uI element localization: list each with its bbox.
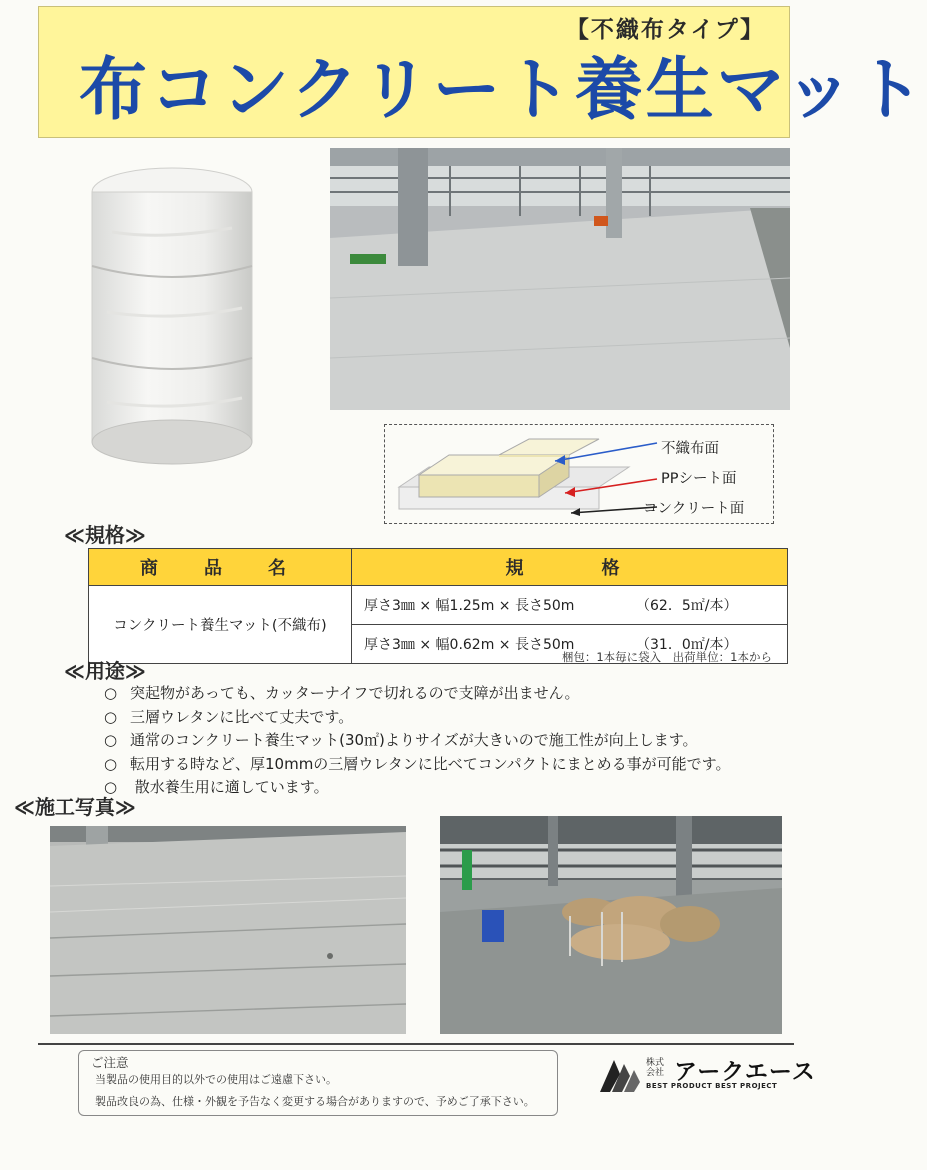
spec-area-2: （31．0㎡/本） — [636, 637, 738, 653]
list-item — [104, 729, 794, 753]
company-name: アークエース — [674, 1059, 816, 1085]
spec-area-1: （62．5㎡/本） — [636, 598, 738, 614]
spec-size-2: 厚さ3㎜ × 幅0.62m × 長さ50m — [364, 637, 575, 653]
uses-list — [104, 682, 794, 800]
bullet-icon: ○ — [104, 778, 118, 796]
construction-site-photo-top — [330, 148, 790, 410]
layer-label-concrete: コンクリート面 — [643, 501, 745, 517]
col-spec-header: 規 格 — [352, 549, 788, 586]
construction-site-photo-right — [440, 816, 782, 1034]
list-item — [104, 753, 794, 777]
notice-line: 製品改良の為、仕様・外観を予告なく変更する場合がありますので、予めご了承下さい。 — [95, 1095, 535, 1108]
logo-mark-icon — [598, 1054, 642, 1094]
packaging-note: 梱包：1本毎に袋入 出荷単位：1本から — [561, 650, 772, 664]
bullet-icon: ○ — [104, 731, 118, 749]
bullet-icon: ○ — [104, 754, 118, 773]
table-row — [89, 586, 788, 625]
use-text: 三層ウレタンに比べて丈夫です。 — [130, 707, 354, 726]
construction-site-photo-left — [50, 826, 406, 1034]
notice-box — [78, 1050, 558, 1116]
use-text: 散水養生用に適しています。 — [130, 778, 329, 796]
specs-heading: ≪規格≫ — [64, 523, 146, 547]
list-item — [104, 776, 794, 800]
bullet-icon: ○ — [104, 707, 118, 726]
bullet-icon: ○ — [104, 684, 118, 702]
spec-size-1: 厚さ3㎜ × 幅1.25m × 長さ50m — [364, 598, 575, 614]
list-item — [104, 706, 794, 730]
type-label: 【不織布タイプ】 — [565, 17, 765, 43]
product-roll-photo — [82, 162, 262, 472]
notice-line: 当製品の使用目的以外での使用はご遠慮下さい。 — [95, 1073, 337, 1086]
layer-label-pp-sheet: PPシート面 — [661, 471, 737, 487]
photos-heading: ≪施工写真≫ — [14, 795, 136, 819]
header-banner — [38, 6, 927, 138]
use-text: 突起物があっても、カッターナイフで切れるので支障が出ません。 — [130, 684, 580, 702]
company-tagline: BEST PRODUCT BEST PROJECT — [646, 1082, 778, 1090]
layer-diagram — [384, 424, 774, 524]
layer-label-nonwoven: 不織布面 — [661, 441, 719, 457]
spec-table — [88, 548, 788, 664]
col-product-header: 商 品 名 — [89, 549, 352, 586]
table-header-row — [89, 549, 788, 586]
footer-divider — [38, 1043, 794, 1045]
company-logo — [598, 1050, 816, 1106]
page-title: 布コンクリート養生マット — [79, 51, 927, 130]
list-item — [104, 682, 794, 706]
spec-cell-1 — [352, 586, 788, 625]
company-prefix: 株式会社 — [646, 1058, 665, 1078]
notice-title: ご注意 — [91, 1055, 129, 1070]
product-name-cell: コンクリート養生マット(不織布) — [89, 586, 352, 664]
use-text: 通常のコンクリート養生マット(30㎡)よりサイズが大きいので施工性が向上します。 — [130, 731, 698, 749]
use-text: 転用する時など、厚10mmの三層ウレタンに比べてコンパクトにまとめる事が可能です。 — [130, 754, 731, 773]
uses-heading: ≪用途≫ — [64, 659, 146, 683]
